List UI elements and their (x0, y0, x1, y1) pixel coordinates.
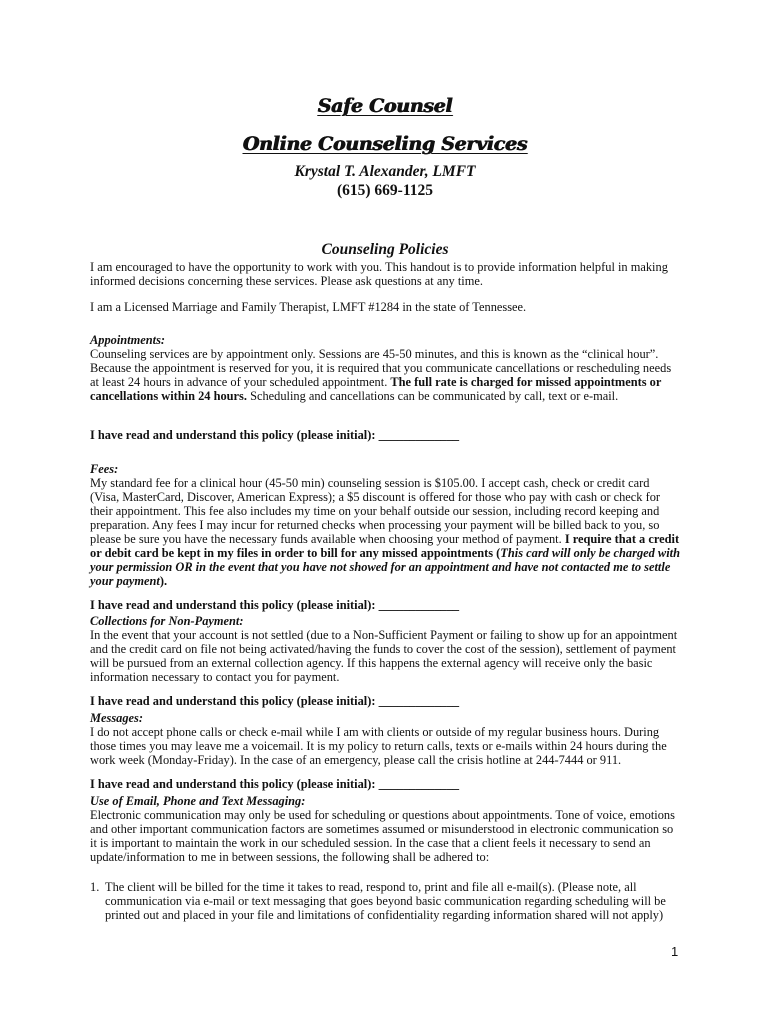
therapist-name: Krystal T. Alexander, LMFT (294, 163, 476, 180)
section-text: I do not accept phone calls or check e-mail while I am with clients or outside of my regular business hours. During those times you may leave me a voicemail. It is my policy to return calls, texts or e-mails within 24 hours during the work week (Monday-Friday). In the case of an emergency, please call the crisis hotline at 244-7444 or 911. (90, 725, 667, 767)
acknowledgement-line: I have read and understand this policy (please initial): _____________ (90, 428, 460, 442)
intro-paragraph: I am encouraged to have the opportunity to work with you. This handout is to provide information helpful in making informed decisions concerning these services. Please ask questions at any time. (90, 260, 668, 288)
page-title: Counseling Policies (321, 241, 449, 258)
section-label: Use of Email, Phone and Text Messaging: (90, 794, 306, 808)
fees-section (90, 462, 680, 588)
messages-section (90, 711, 680, 767)
list-item (90, 880, 690, 922)
list-number: 1. (90, 880, 100, 894)
section-text: Electronic communication may only be used for scheduling or questions about appointments. Tone of voice, emotions and other important communication factors are sometimes assumed or misunderstood in electronic communication so it is important to maintain the work in our scheduled session. In the case that a client feels it necessary to send an update/information to me in between sessions, the following shall be adhered to: (90, 808, 675, 864)
acknowledgement-line: I have read and understand this policy (please initial): _____________ (90, 777, 460, 791)
section-label: Messages: (90, 711, 143, 725)
phone-number: (615) 669-1125 (336, 182, 433, 199)
page-number: 1 (671, 944, 679, 959)
brand-subtitle: Online Counseling Services (242, 133, 528, 155)
acknowledgement-line: I have read and understand this policy (please initial): _____________ (90, 598, 460, 612)
section-text: My standard fee for a clinical hour (45-50 min) counseling session is $105.00. I accept cash, check or credit card (Visa, MasterCard, Discover, American Express); a $5 discount is offered for those who pay with cash or check for their appointment. This fee also includes my time on your behalf outside our session, including record keeping and preparation. Any fees I may incur for returned checks when processing your payment will be billed back to you, so please be sure you have the necessary funds available when choosing your method of payment. I require that a credit or debit card be kept in my files in order to bill for any missed appointments (This card will only be charged with your permission OR in the event that you have not showed for an appointment and have not contacted me to settle your payment). (90, 476, 680, 588)
section-label: Fees: (90, 462, 119, 476)
section-label: Collections for Non-Payment: (90, 614, 244, 628)
collections-section (90, 614, 680, 684)
email-use-section (90, 794, 680, 864)
section-text: Counseling services are by appointment only. Sessions are 45-50 minutes, and this is known as the “clinical hour”. Because the appointment is reserved for you, it is required that you communicate cancellations or rescheduling needs at least 24 hours in advance of your scheduled appointment. The full rate is charged for missed appointments or cancellations within 24 hours. Scheduling and cancellations can be communicated by call, text or e-mail. (90, 347, 672, 403)
acknowledgement-line: I have read and understand this policy (please initial): _____________ (90, 694, 460, 708)
appointments-section (90, 333, 680, 403)
brand-title: Safe Counsel (317, 95, 453, 117)
section-label: Appointments: (90, 333, 166, 347)
section-text: In the event that your account is not settled (due to a Non-Sufficient Payment or failing to show up for an appointment and the credit card on file not being activated/having the funds to cover the cost of the session), settlement of payment will be pursued from an external collection agency. If this happens the external agency will receive only the basic information necessary to contact you for payment. (90, 628, 678, 684)
license-paragraph: I am a Licensed Marriage and Family Therapist, LMFT #1284 in the state of Tennessee. (90, 300, 527, 314)
list-text: The client will be billed for the time it takes to read, respond to, print and file all e-mail(s). (Please note, all communication via e-mail or text messaging that goes beyond basic communication regarding scheduling will be printed out and placed in your file and limitations of confidentiality regarding information shared will not apply) (105, 880, 666, 922)
